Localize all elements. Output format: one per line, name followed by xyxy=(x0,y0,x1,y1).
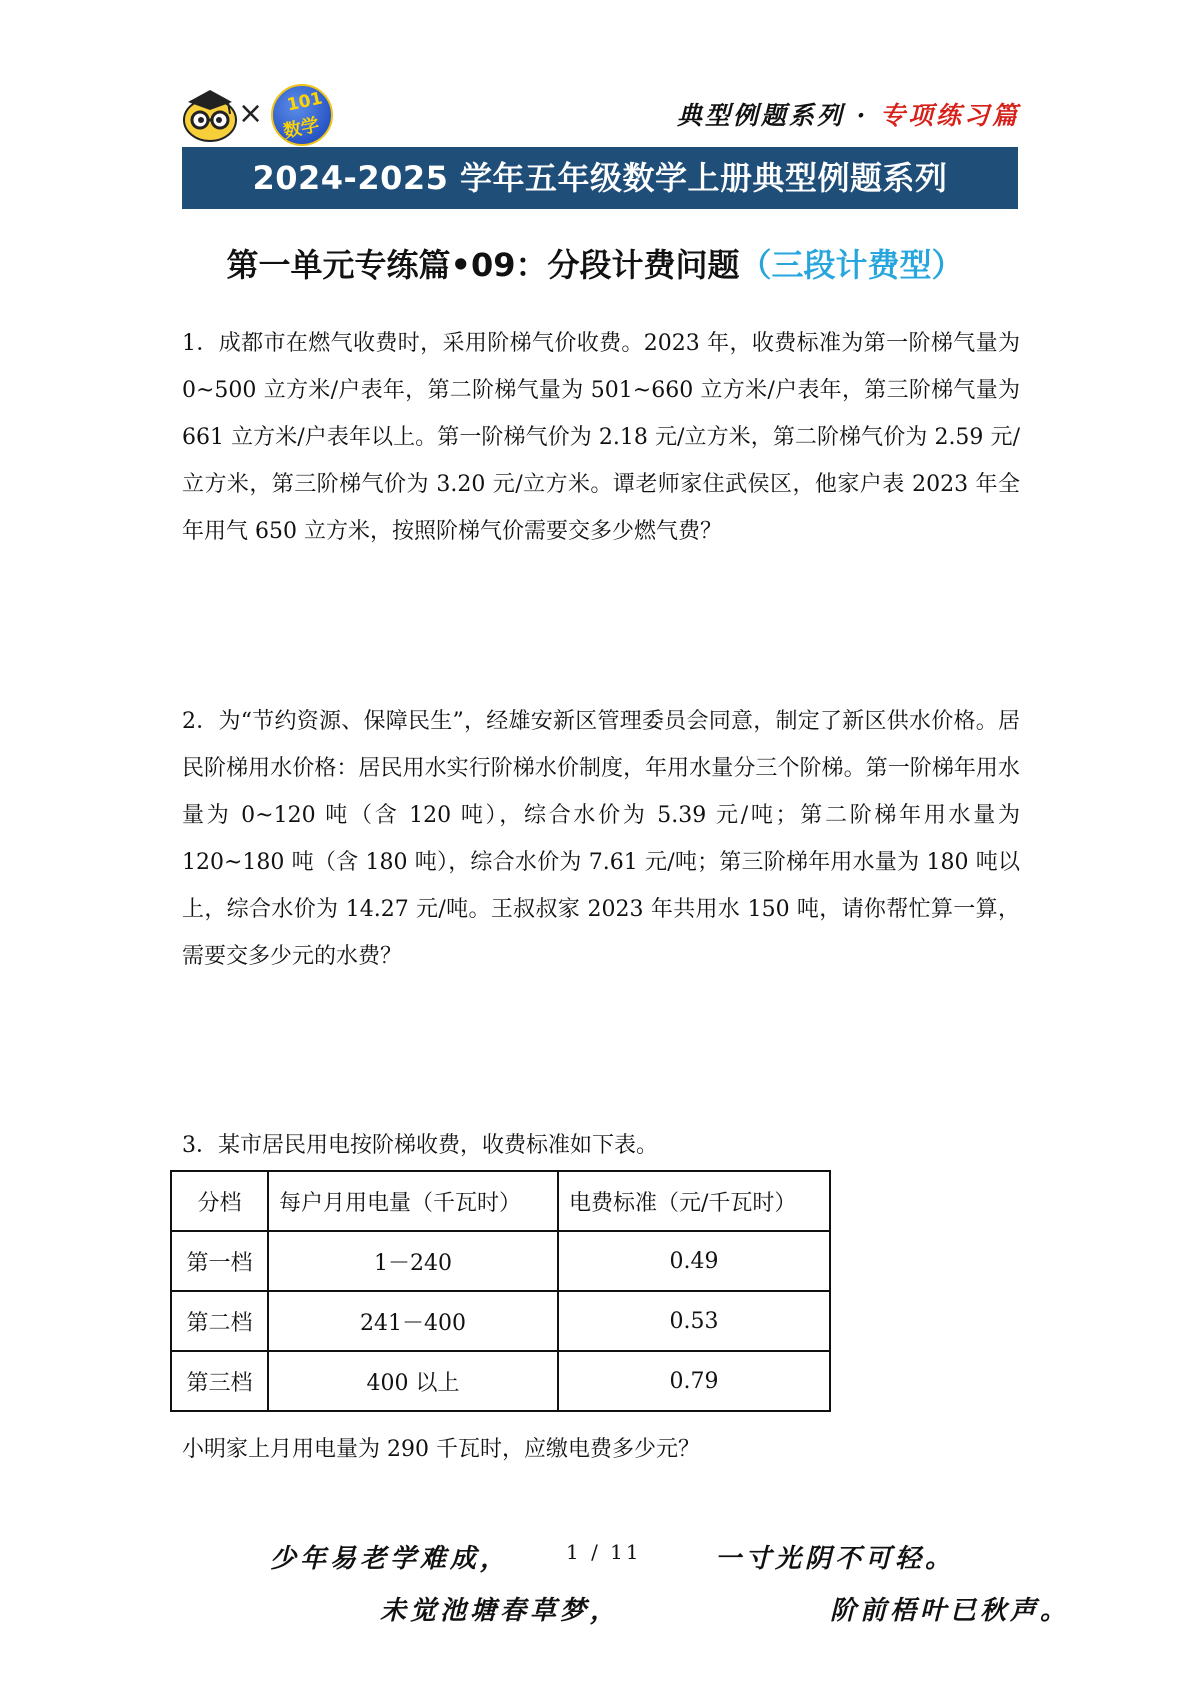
table-cell: 0.79 xyxy=(558,1351,830,1411)
table-row xyxy=(171,1291,830,1351)
page-number: 1 / 11 xyxy=(566,1540,642,1564)
table-cell: 1－240 xyxy=(268,1231,558,1291)
table-header-cell: 每户月用电量（千瓦时） xyxy=(268,1171,558,1231)
table-row xyxy=(171,1351,830,1411)
table-cell: 0.53 xyxy=(558,1291,830,1351)
fee-table xyxy=(170,1170,831,1412)
table-cell: 第一档 xyxy=(171,1231,268,1291)
footer-poem-line-1: 少年易老学难成， xyxy=(270,1544,511,1574)
math-101-logo-icon xyxy=(271,84,333,146)
series-left: 典型例题系列 · xyxy=(676,101,880,130)
series-label xyxy=(677,96,1020,132)
title-main: 第一单元专练篇•09：分段计费问题 xyxy=(226,246,740,284)
problem-3-question: 小明家上月用电量为 290 千瓦时，应缴电费多少元？ xyxy=(182,1437,700,1462)
table-header-row xyxy=(171,1171,830,1231)
logo-text-bottom: 数学 xyxy=(281,114,322,143)
logo-text-top: 101 xyxy=(285,88,325,116)
table-cell: 0.49 xyxy=(558,1231,830,1291)
times-sign: × xyxy=(238,96,264,131)
page-title xyxy=(0,240,1190,286)
footer-poem-line-2: 一寸光阴不可轻。 xyxy=(715,1544,956,1574)
footer-poem-line-3: 未觉池塘春草梦， xyxy=(380,1596,621,1626)
table-cell: 241－400 xyxy=(268,1291,558,1351)
table-cell: 第二档 xyxy=(171,1291,268,1351)
table-cell: 400 以上 xyxy=(268,1351,558,1411)
footer-poem-line-4: 阶前梧叶已秋声。 xyxy=(830,1596,1071,1626)
problem-3: 3．某市居民用电按阶梯收费，收费标准如下表。 xyxy=(182,1133,658,1158)
table-row xyxy=(171,1231,830,1291)
problem-1: 1．成都市在燃气收费时，采用阶梯气价收费。2023 年，收费标准为第一阶梯气量为 0~500 立方米/户表年，第二阶梯气量为 501~660 立方米/户表年，第三阶梯气量为 661 立方米/户表年以上。第一阶梯气价为 2.18 元/立方米，第二阶梯气价为 2.59 元/立方米，第三阶梯气价为 3.20 元/立方米。谭老师家住武侯区，他家户表 2023 年全年用气 650 立方米，按照阶梯气价需要交多少燃气费？ xyxy=(182,331,1020,544)
table-header-cell: 电费标准（元/千瓦时） xyxy=(558,1171,830,1231)
series-right: 专项练习篇 xyxy=(879,101,1020,130)
title-sub: （三段计费型） xyxy=(739,246,964,284)
banner: 2024-2025 学年五年级数学上册典型例题系列 xyxy=(182,147,1018,209)
table-cell: 第三档 xyxy=(171,1351,268,1411)
owl-logo-icon xyxy=(182,86,238,142)
problem-2: 2．为“节约资源、保障民生”，经雄安新区管理委员会同意，制定了新区供水价格。居民阶梯用水价格：居民用水实行阶梯水价制度，年用水量分三个阶梯。第一阶梯年用水量为 0~120 吨（含 120 吨），综合水价为 5.39 元/吨；第二阶梯年用水量为 120~180 吨（含 180 吨），综合水价为 7.61 元/吨；第三阶梯年用水量为 180 吨以上，综合水价为 14.27 元/吨。王叔叔家 2023 年共用水 150 吨，请你帮忙算一算，需要交多少元的水费？ xyxy=(182,709,1020,969)
table-header-cell: 分档 xyxy=(171,1171,268,1231)
